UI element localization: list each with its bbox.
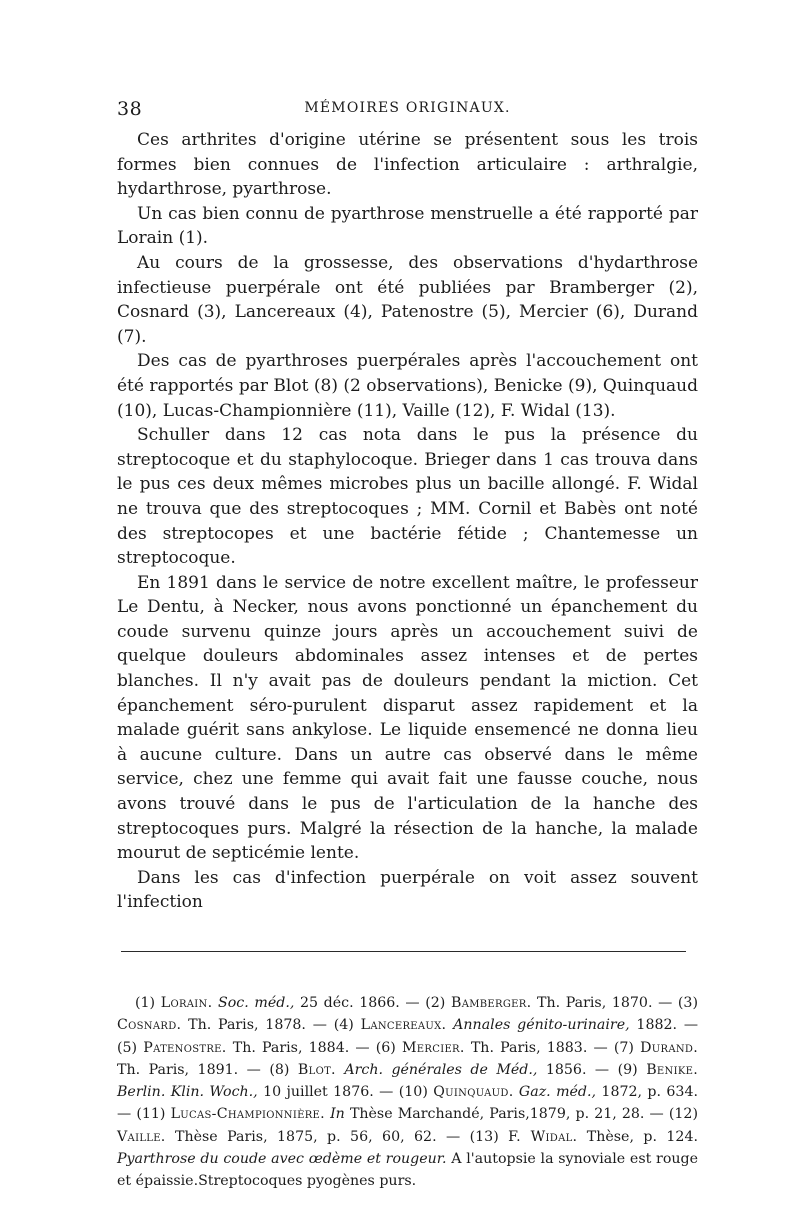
page-number: 38 [117, 98, 143, 120]
footnote-10: (10) Quinquaud. Gaz. méd., 1872, p. 634. — [117, 1084, 698, 1123]
paragraph-4: Des cas de pyarthroses puerpérales après l'accouchement ont été rapportés par Blot (8) (2 observations), Benicke (9), Quinquaud (10), Lucas-Championnière (11), Vaille (12), F. Widal (13). [117, 351, 698, 421]
running-head: MÉMOIRES ORIGINAUX. [304, 100, 511, 116]
footnote-8: (8) Blot. Arch. générales de Méd., 1856. — [269, 1061, 610, 1078]
paragraph-6: En 1891 dans le service de notre excellent maître, le professeur Le Dentu, à Necker, nous avons ponctionné un épanchement du coude survenu quinze jours après un accouchement suivi de quelque douleurs abdominales assez intenses et de pertes blanches. Il n'y avait pas de douleurs pendant la miction. Cet épanchement séro-purulent disparut assez rapidement et la malade guérit sans ankylose. Le liquide ensemencé ne donna lieu à aucune culture. Dans un autre cas observé dans le même service, chez une femme qui avait fait une fausse couche, nous avons trouvé dans le pus de l'articulation de la hanche des streptocoques purs. Malgré la résection de la hanche, la malade mourut de septicémie lente. [117, 572, 698, 864]
footnote-3: (3) Cosnard. Th. Paris, 1878. — [117, 995, 698, 1034]
footnote-13: (13) F. Widal. Thèse, p. 124. Pyarthrose du coude avec œdème et rougeur. A l'autopsie la synoviale est rouge et épaissie.Streptocoques pyogènes purs. [117, 1128, 698, 1190]
body-text [117, 128, 698, 915]
footnote-5: (5) Patenostre. Th. Paris, 1884. — [117, 1039, 370, 1056]
footnote-block [117, 992, 698, 1193]
footnote-9: (9) Benike. Berlin. Klin. Woch., 10 juillet 1876. — [117, 1061, 699, 1101]
page [117, 98, 698, 1193]
footnote-4: (4) Lancereaux. Annales génito-urinaire, 1882. — [333, 1017, 699, 1034]
paragraph-7: Dans les cas d'infection puerpérale on voit assez souvent l'infection [117, 867, 698, 913]
paragraph-1: Ces arthrites d'origine utérine se présentent sous les trois formes bien connues de l'infection articulaire : arthralgie, hydarthrose, pyarthrose. [117, 130, 698, 200]
footnote-divider [121, 951, 686, 952]
footnote-2: (2) Bamberger. Th. Paris, 1870. — [425, 995, 673, 1011]
footnote-11: (11) Lucas-Championnière. In Thèse Marchandé, Paris,1879, p. 21, 28. — [136, 1106, 664, 1123]
paragraph-3: Au cours de la grossesse, des observations d'hydarthrose infectieuse puerpérale ont été publiées par Bramberger (2), Cosnard (3), Lancereaux (4), Patenostre (5), Mercier (6), Durand (7). [117, 252, 698, 347]
footnote-6: (6) Mercier. Th. Paris, 1883. — [375, 1039, 608, 1056]
paragraph-2: Un cas bien connu de pyarthrose menstruelle a été rapporté par Lorain (1). [117, 203, 698, 249]
footnote-12: (12) Vaille. Thèse Paris, 1875, p. 56, 60, 62. — [117, 1106, 698, 1145]
footnote-7: (7) Durand. Th. Paris, 1891. — [117, 1039, 699, 1078]
footnotes [117, 992, 698, 1193]
paragraph-5: Schuller dans 12 cas nota dans le pus la présence du streptocoque et du staphylocoque. Brieger dans 1 cas trouva dans le pus ces deux mêmes microbes plus un bacille allongé. F. Widal ne trouva que des streptocoques ; MM. Cornil et Babès ont noté des streptocopes et une bactérie fétide ; Chantemesse un streptocoque. [117, 425, 698, 569]
page-header [117, 98, 698, 124]
footnote-1: (1) Lorain. Soc. méd., 25 déc. 1866. — [135, 995, 420, 1011]
